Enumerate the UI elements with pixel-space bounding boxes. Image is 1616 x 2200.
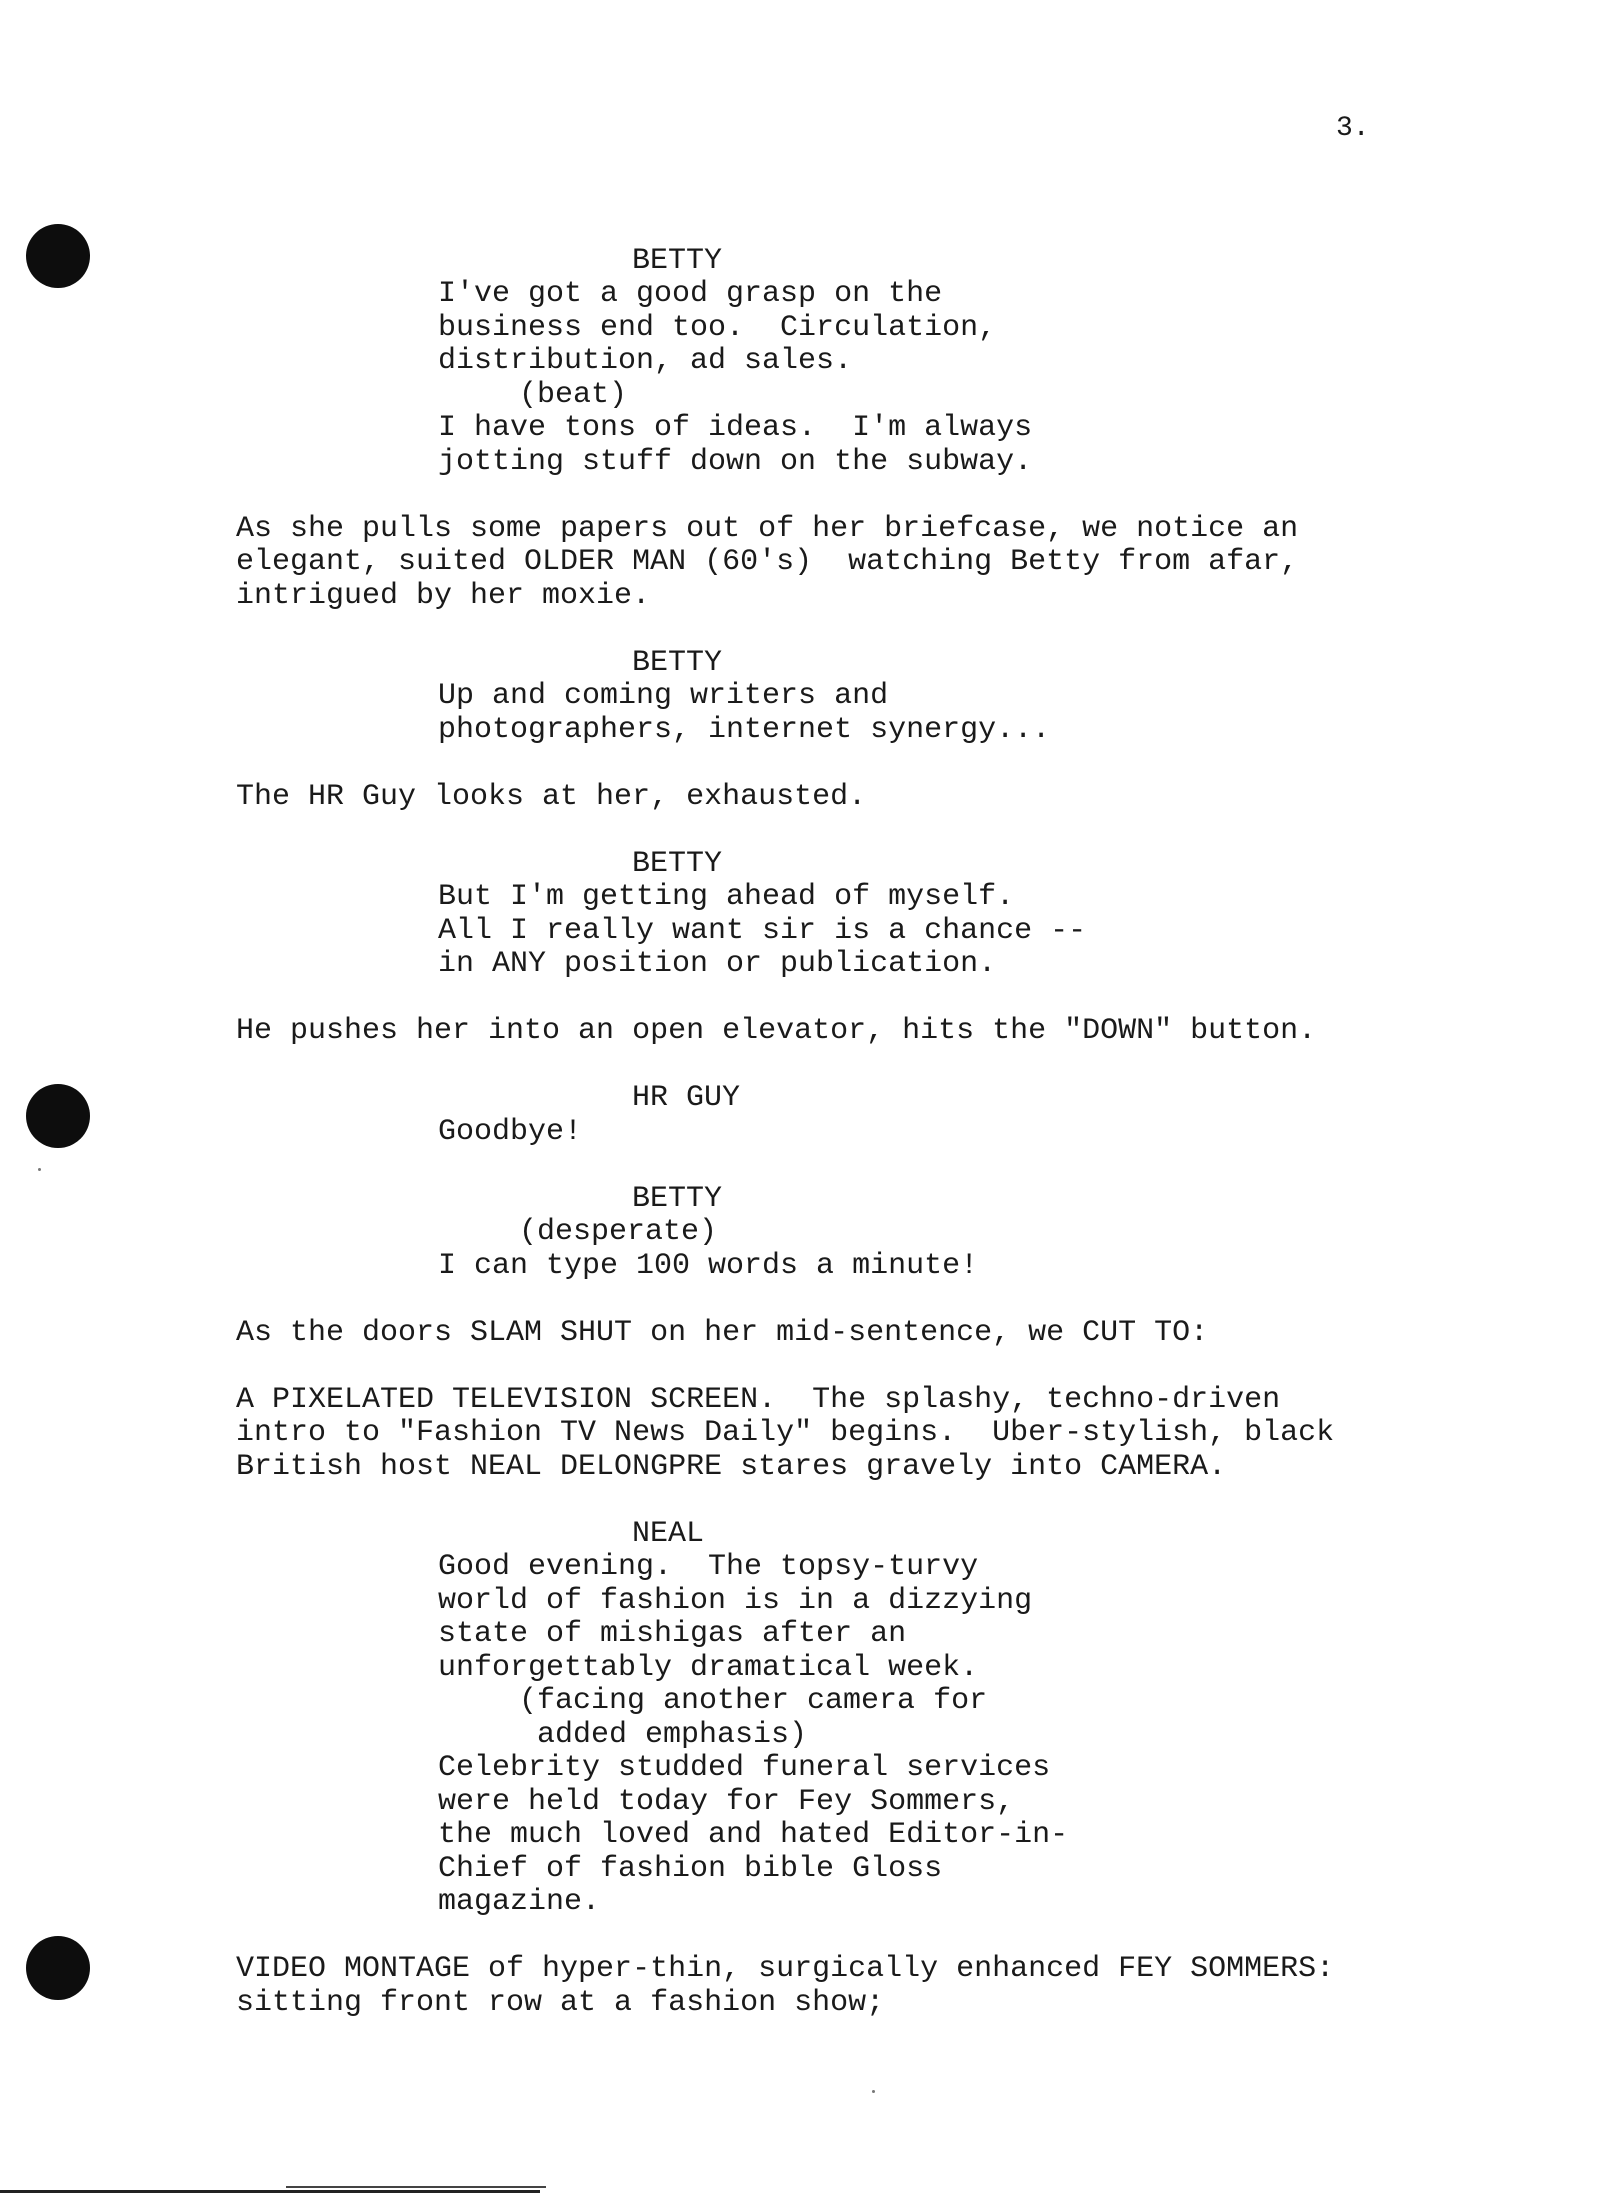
dialogue-line: were held today for Fey Sommers, bbox=[438, 1785, 1015, 1819]
dialogue-line: magazine. bbox=[438, 1885, 601, 1919]
character-cue: BETTY bbox=[632, 646, 723, 680]
footer-rule bbox=[0, 2190, 540, 2193]
character-cue: BETTY bbox=[632, 847, 723, 881]
dialogue-line: Celebrity studded funeral services bbox=[438, 1751, 1051, 1785]
dialogue-line: All I really want sir is a chance -- bbox=[438, 914, 1087, 948]
dialogue-line: photographers, internet synergy... bbox=[438, 713, 1051, 747]
dialogue-line: in ANY position or publication. bbox=[438, 947, 997, 981]
dialogue-line: Chief of fashion bible Gloss bbox=[438, 1852, 943, 1886]
action-line: VIDEO MONTAGE of hyper-thin, surgically enhanced FEY SOMMERS: bbox=[236, 1952, 1335, 1986]
punch-hole-middle bbox=[26, 1084, 90, 1148]
footer-rule bbox=[286, 2186, 546, 2188]
character-cue: BETTY bbox=[632, 244, 723, 278]
dialogue-line: I have tons of ideas. I'm always bbox=[438, 411, 1033, 445]
scan-speck bbox=[38, 1168, 41, 1171]
dialogue-line: business end too. Circulation, bbox=[438, 311, 997, 345]
punch-hole-bottom bbox=[26, 1936, 90, 2000]
dialogue-line: I've got a good grasp on the bbox=[438, 277, 943, 311]
dialogue-line: But I'm getting ahead of myself. bbox=[438, 880, 1015, 914]
dialogue-line: distribution, ad sales. bbox=[438, 344, 853, 378]
action-line: intro to "Fashion TV News Daily" begins. Uber-stylish, black bbox=[236, 1416, 1335, 1450]
character-cue: NEAL bbox=[632, 1517, 705, 1551]
action-line: intrigued by her moxie. bbox=[236, 579, 651, 613]
parenthetical: added emphasis) bbox=[537, 1718, 808, 1752]
dialogue-line: unforgettably dramatical week. bbox=[438, 1651, 979, 1685]
punch-hole-top bbox=[26, 224, 90, 288]
dialogue-line: Goodbye! bbox=[438, 1115, 583, 1149]
action-line: elegant, suited OLDER MAN (60's) watching Betty from afar, bbox=[236, 545, 1299, 579]
parenthetical: (desperate) bbox=[519, 1215, 718, 1249]
page-number: 3. bbox=[1336, 113, 1370, 144]
parenthetical: (facing another camera for bbox=[519, 1684, 988, 1718]
dialogue-line: state of mishigas after an bbox=[438, 1617, 907, 1651]
character-cue: HR GUY bbox=[632, 1081, 741, 1115]
dialogue-line: Good evening. The topsy-turvy bbox=[438, 1550, 979, 1584]
action-line: The HR Guy looks at her, exhausted. bbox=[236, 780, 867, 814]
dialogue-line: I can type 100 words a minute! bbox=[438, 1249, 979, 1283]
dialogue-line: jotting stuff down on the subway. bbox=[438, 445, 1033, 479]
scan-speck bbox=[872, 2090, 875, 2093]
parenthetical: (beat) bbox=[519, 378, 628, 412]
action-line: A PIXELATED TELEVISION SCREEN. The splashy, techno-driven bbox=[236, 1383, 1281, 1417]
action-line: As the doors SLAM SHUT on her mid-sentence, we CUT TO: bbox=[236, 1316, 1209, 1350]
dialogue-line: Up and coming writers and bbox=[438, 679, 889, 713]
action-line: sitting front row at a fashion show; bbox=[236, 1986, 885, 2020]
action-line: British host NEAL DELONGPRE stares gravely into CAMERA. bbox=[236, 1450, 1227, 1484]
character-cue: BETTY bbox=[632, 1182, 723, 1216]
action-line: He pushes her into an open elevator, hits the "DOWN" button. bbox=[236, 1014, 1317, 1048]
action-line: As she pulls some papers out of her briefcase, we notice an bbox=[236, 512, 1299, 546]
dialogue-line: the much loved and hated Editor-in- bbox=[438, 1818, 1069, 1852]
dialogue-line: world of fashion is in a dizzying bbox=[438, 1584, 1033, 1618]
